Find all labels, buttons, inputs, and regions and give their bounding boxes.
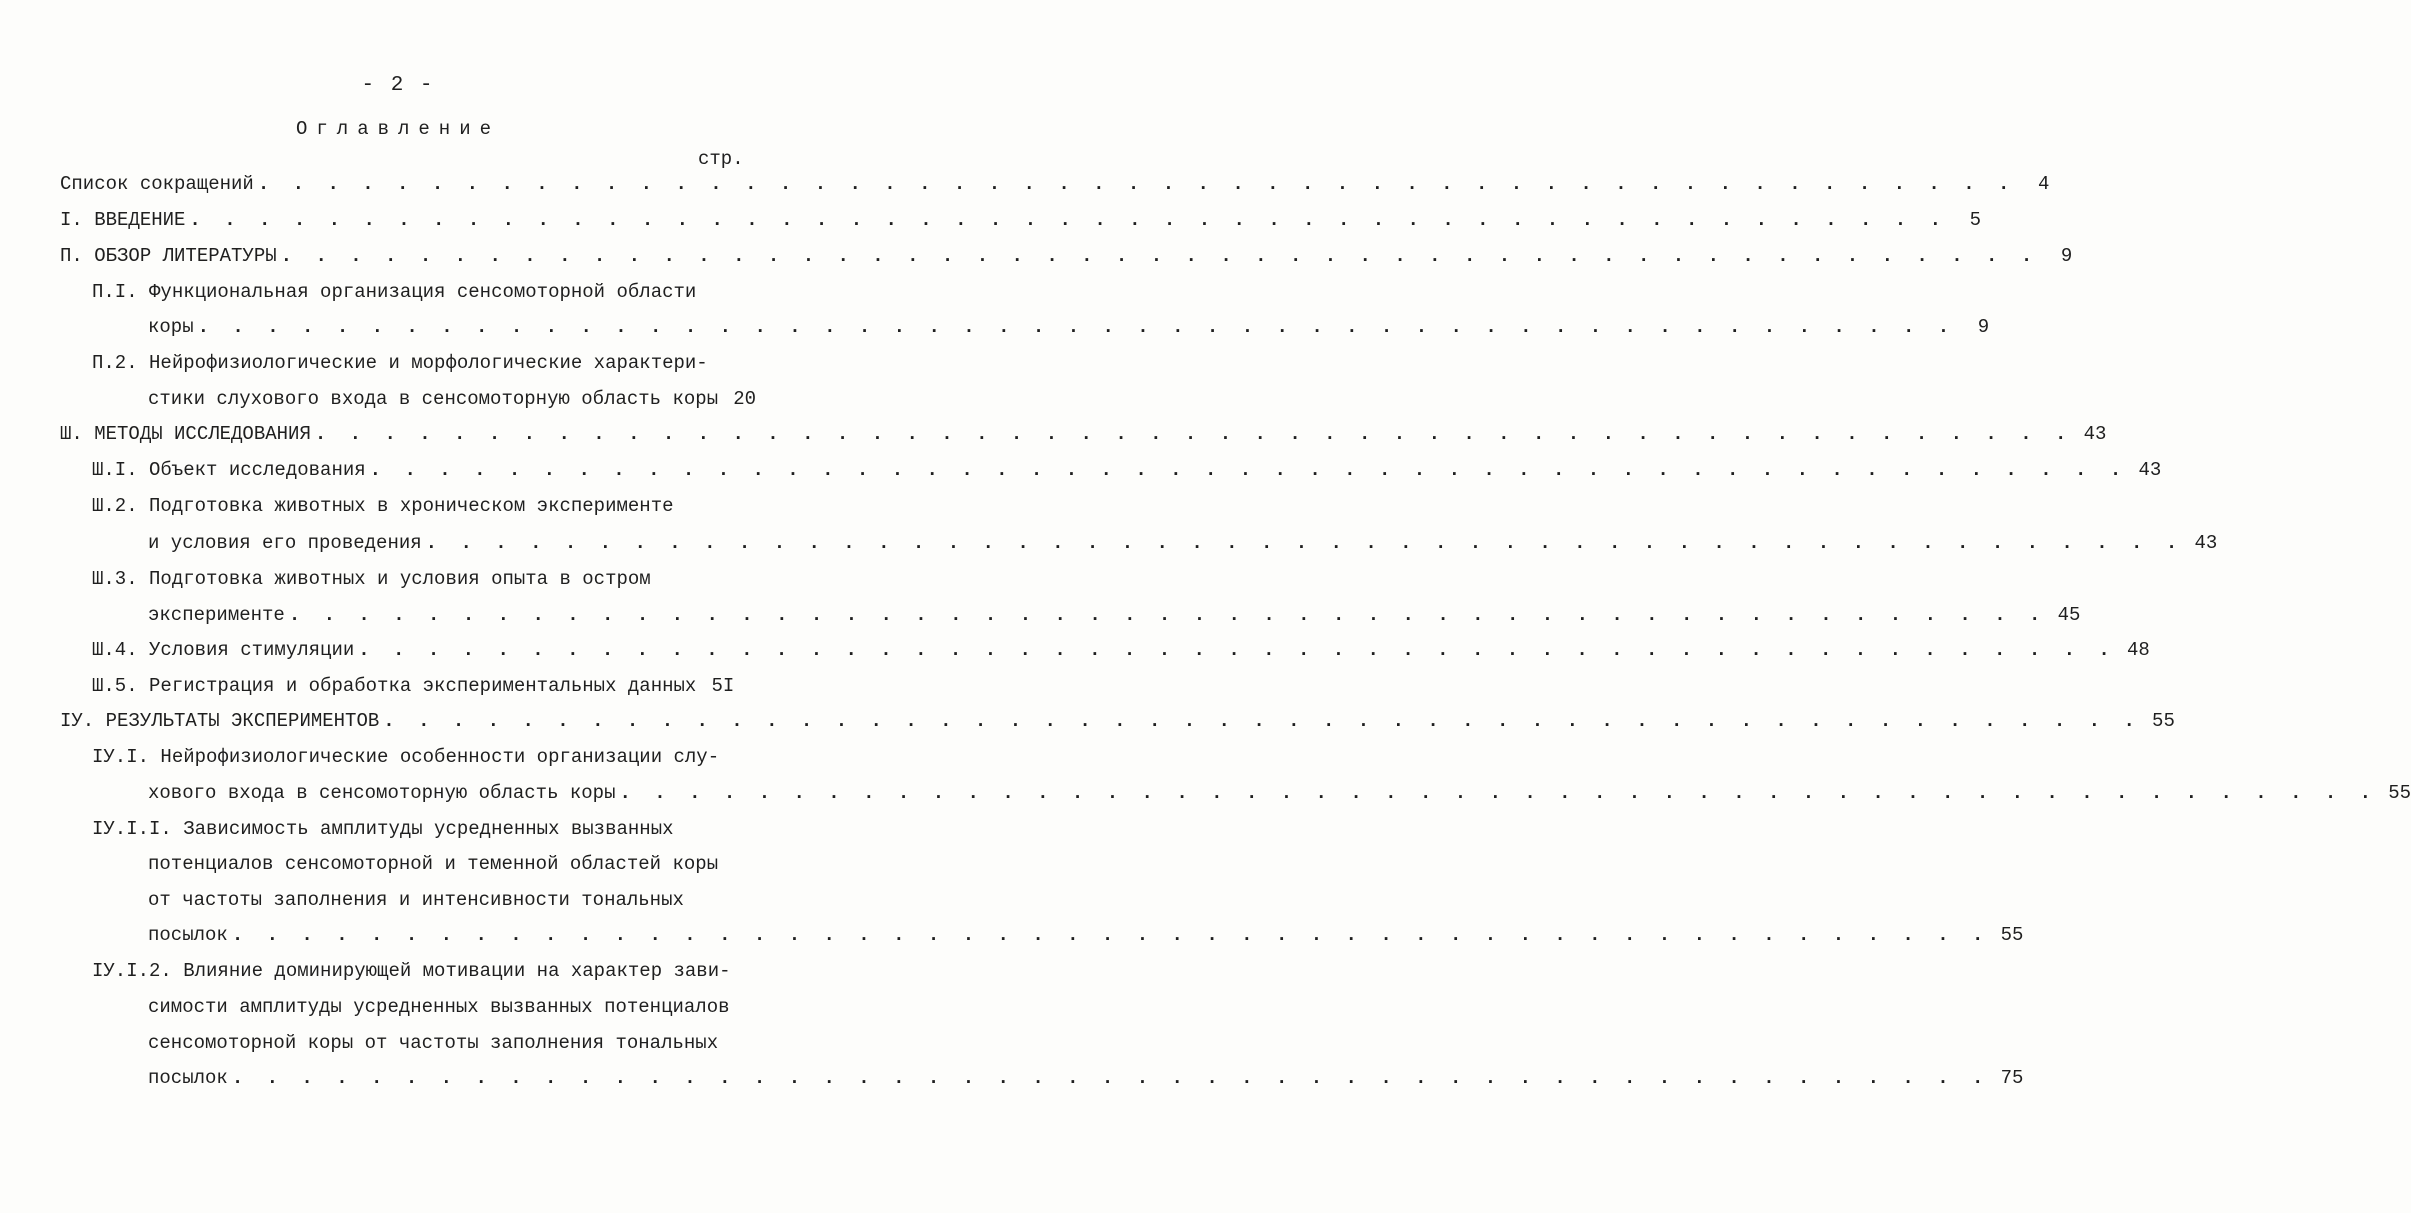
toc-entry-text: от частоты заполнения и интенсивности тональных [148,889,684,911]
toc-entry-text: сенсомоторной коры от частоты заполнения тональных [148,1032,719,1054]
toc-entry-text: Ш. МЕТОДЫ ИССЛЕДОВАНИЯ [60,423,311,445]
toc-entry [92,279,732,305]
toc-entry-text: стики слухового входа в сенсомоторную область коры [148,388,719,410]
toc-entry [148,1065,2024,1091]
toc-entry-text: IУ.I.2. Влияние доминирующей мотивации на характер зави- [92,960,731,982]
toc-entry [60,171,2050,197]
toc-entry-page: 55 [2388,782,2411,804]
toc-entry-text: посылок [148,924,228,946]
dot-leader: . . . . . . . . . . . . . . . . . . . . . . . . . . . . . . . . . . . . . . . . . . . . . . . . . . . [314,423,2073,445]
dot-leader: . . . . . . . . . . . . . . . . . . . . . . . . . . . . . . . . . . . . . . . . . . . . . . . . . . . [231,1067,1990,1089]
dot-leader: . . . . . . . . . . . . . . . . . . . . . . . . . . . . . . . . . . . . . . . . . . . . . . . . . . . [425,532,2184,554]
toc-entry-text: П.I. Функциональная организация сенсомоторной области [92,281,697,303]
toc-title: Оглавление [295,118,501,140]
toc-entry [148,386,757,412]
toc-entry-page: 45 [2057,604,2081,626]
dot-leader: . . . . . . . . . . . . . . . . . . . . . . . . . . . . . . . . . . . . . . . . . . . . . . . . . . . [197,316,1956,338]
toc-entry-text: П.2. Нейрофизиологические и морфологические характери- [92,352,708,374]
dot-leader: . . . . . . . . . . . . . . . . . . . . . . . . . . . . . . . . . . . . . . . . . . . . . . . . . . . [358,639,2116,661]
toc-entry-text: хового входа в сенсомоторную область коры [148,782,616,804]
toc-entry-text: эксперименте [148,604,285,626]
toc-entry-text: и условия его проведения [148,532,422,554]
toc-entry-text: П. ОБЗОР ЛИТЕРАТУРЫ [60,245,277,267]
toc-entry-page: 5 [1969,209,1982,231]
toc-entry-text: Ш.3. Подготовка животных и условия опыта в остром [92,568,651,590]
toc-entry [92,566,734,592]
toc-entry-text: Ш.5. Регистрация и обработка экспериментальных данных [92,675,697,697]
toc-entry-page: 55 [2000,924,2024,946]
toc-entry-page: 20 [733,388,757,410]
toc-entry-text: IУ.I. Нейрофизиологические особенности организации слу- [92,746,720,768]
toc-entry [92,457,2162,483]
toc-entry-text: посылок [148,1067,228,1089]
toc-entry [92,958,734,984]
toc-entry [148,994,734,1020]
toc-entry [148,530,2218,556]
toc-entry-page: 9 [2060,245,2073,267]
toc-entry-text: потенциалов сенсомоторной и теменной областей коры [148,853,719,875]
dot-leader: . . . . . . . . . . . . . . . . . . . . . . . . . . . . . . . . . . . . . . . . . . . . . . . . . . . [369,459,2128,481]
toc-entry-page: 9 [1977,316,1990,338]
toc-entry [92,493,734,519]
dot-leader: . . . . . . . . . . . . . . . . . . . . . . . . . . . . . . . . . . . . . . . . . . . . . . . . . . . [288,604,2047,626]
toc-entry-text: Список сокращений [60,173,254,195]
toc-entry [60,421,2107,447]
page-column-label: стр. [698,148,744,170]
toc-entry [92,637,2150,663]
toc-entry [148,780,2411,806]
toc-entry [60,207,1982,233]
toc-entry-page: 43 [2138,459,2162,481]
toc-entry-page: 75 [2000,1067,2024,1089]
toc-entry [148,887,734,913]
toc-entry [92,350,732,376]
toc-entry [60,708,2175,734]
toc-entry-page: 48 [2127,639,2150,661]
toc-entry [92,673,734,699]
dot-leader: . . . . . . . . . . . . . . . . . . . . . . . . . . . . . . . . . . . . . . . . . . . . . . . . . . . [189,209,1948,231]
toc-entry-text: Ш.4. Условия стимуляции [92,639,355,661]
toc-entry-page: 43 [2083,423,2107,445]
dot-leader: . . . . . . . . . . . . . . . . . . . . . . . . . . . . . . . . . . . . . . . . . . . . . . . . . . . [619,782,2378,804]
toc-entry [148,314,1990,340]
dot-leader: . . . . . . . . . . . . . . . . . . . . . . . . . . . . . . . . . . . . . . . . . . . . . . . . . . . [231,924,1990,946]
toc-entry-text: Ш.I. Объект исследования [92,459,366,481]
toc-entry-text: симости амплитуды усредненных вызванных потенциалов [148,996,730,1018]
toc-entry-page: 55 [2152,710,2175,732]
toc-entry-text: IУ.I.I. Зависимость амплитуды усредненных вызванных [92,818,674,840]
dot-leader: . . . . . . . . . . . . . . . . . . . . . . . . . . . . . . . . . . . . . . . . . . . . . . . . . . . [280,245,2039,267]
toc-entry-text: I. ВВЕДЕНИЕ [60,209,186,231]
toc-entry [92,816,734,842]
toc-entry [148,602,2081,628]
toc-entry [148,922,2024,948]
dot-leader: . . . . . . . . . . . . . . . . . . . . . . . . . . . . . . . . . . . . . . . . . . . . . . . . . . . [383,710,2141,732]
toc-entry-page: 4 [2038,173,2050,195]
page-number: - 2 - [361,74,435,97]
toc-entry-text: Ш.2. Подготовка животных в хроническом эксперименте [92,495,674,517]
toc-entry [92,744,734,770]
toc-entry [60,243,2073,269]
toc-entry [148,1030,734,1056]
toc-entry-text: коры [148,316,194,338]
dot-leader: . . . . . . . . . . . . . . . . . . . . . . . . . . . . . . . . . . . . . . . . . . . . . . . . . . . [257,173,2016,195]
toc-entry-page: 43 [2194,532,2218,554]
toc-entry [148,851,734,877]
toc-entry-text: IУ. РЕЗУЛЬТАТЫ ЭКСПЕРИМЕНТОВ [60,710,380,732]
toc-entry-page: 5I [711,675,735,697]
